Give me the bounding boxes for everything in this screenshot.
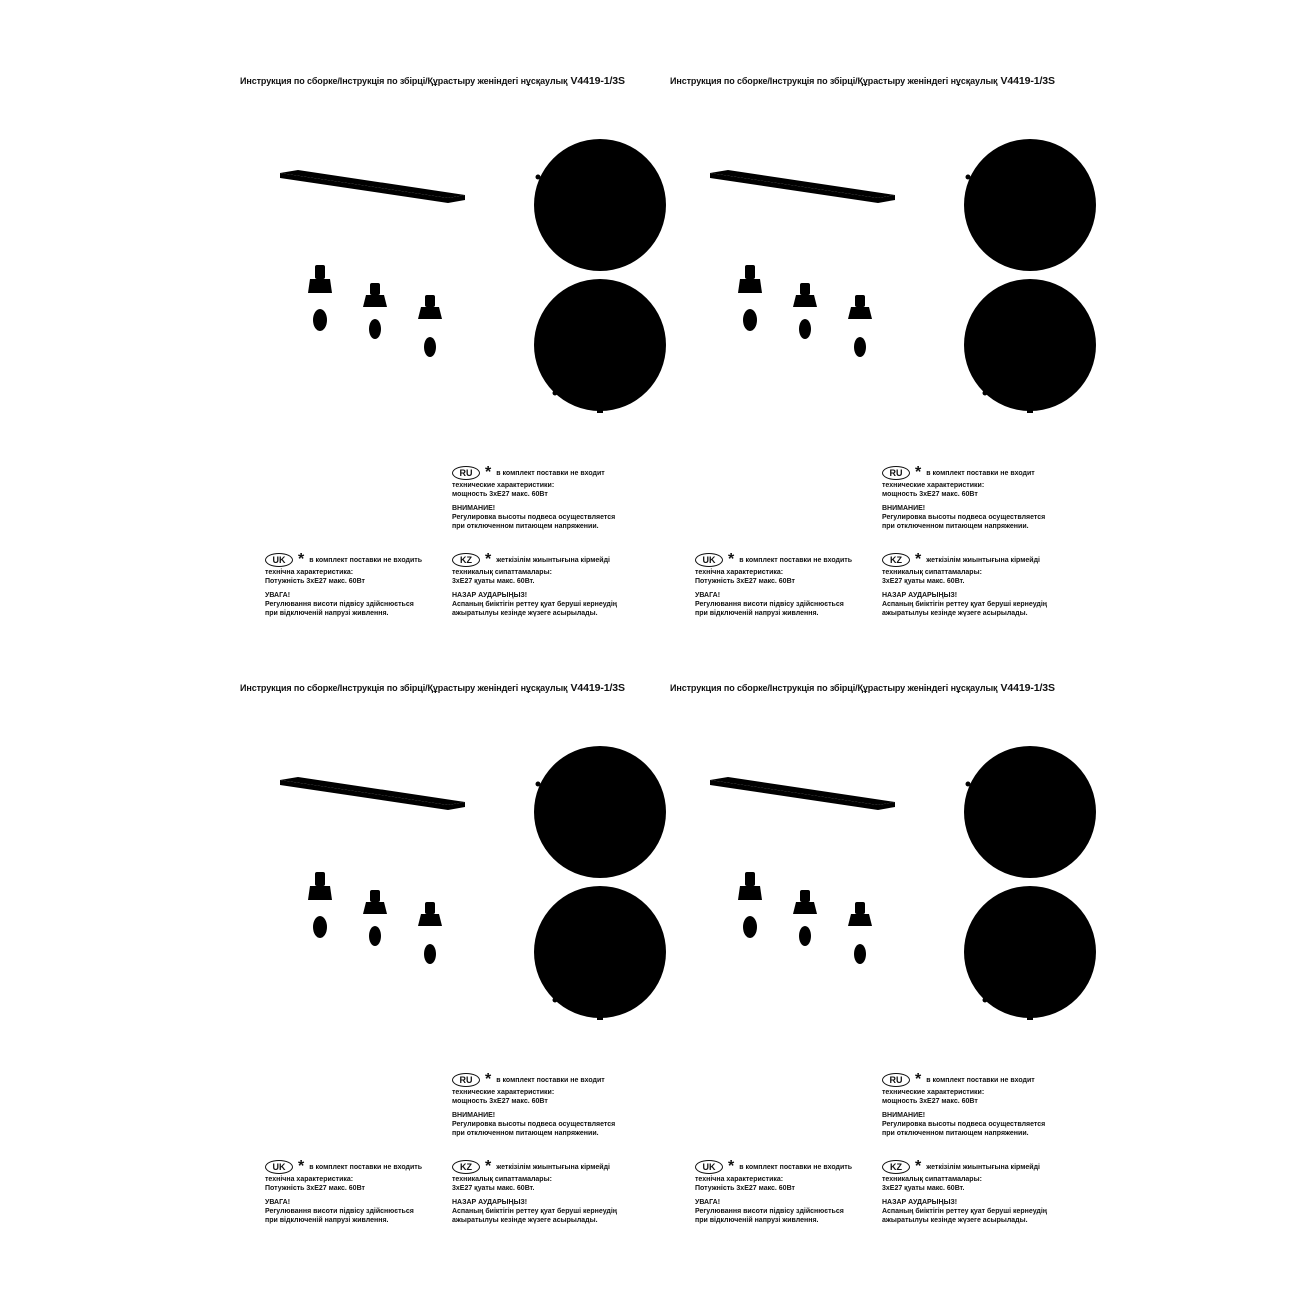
model-number: V4419-1/3S: [570, 682, 625, 694]
star-mark: *: [728, 551, 735, 568]
kz-spec-label: техникалық сипаттамалары:: [882, 569, 982, 576]
uk-badge: UK: [265, 1160, 293, 1174]
panel-title: [670, 682, 1100, 694]
panel-title: [240, 75, 670, 87]
uk-warning-line-1: Регулювання висоти підвісу здійснюється: [265, 1208, 414, 1215]
pendant-lamp-right: [404, 902, 456, 994]
star-mark: *: [915, 1071, 922, 1088]
kz-badge: KZ: [882, 553, 910, 567]
ru-section: [452, 1072, 642, 1138]
uk-warning-line-2: при відключеній напрузі живлення.: [265, 610, 389, 617]
kz-note: жеткізілім жиынтығына кірмейді: [926, 1163, 1040, 1171]
pendant-lamp-left: [288, 872, 352, 974]
pendant-lamp-left: [288, 265, 352, 367]
title-text: Инструкция по сборке/Інструкція по збірці/Құрастыру женіндегі нұсқаулық: [240, 683, 568, 693]
ceiling-bar: [280, 170, 465, 203]
kz-section: [452, 552, 642, 618]
pendant-lamp-left: [718, 872, 782, 974]
kz-spec-label: техникалық сипаттамалары:: [452, 569, 552, 576]
star-mark: *: [602, 233, 609, 250]
pendant-lamp-middle: [774, 890, 836, 980]
ru-warning-line-1: Регулировка высоты подвеса осуществляется: [452, 1121, 616, 1128]
uk-warning-line-1: Регулювання висоти підвісу здійснюється: [695, 601, 844, 608]
mounting-bracket-detail: [534, 139, 666, 271]
star-mark: *: [485, 1158, 492, 1175]
uk-warning-line-1: Регулювання висоти підвісу здійснюється: [695, 1208, 844, 1215]
ceiling-bar: [710, 170, 895, 203]
ru-section: [882, 1072, 1072, 1138]
instruction-panel: [670, 75, 1100, 675]
star-mark: *: [915, 464, 922, 481]
model-number: V4419-1/3S: [1000, 682, 1055, 694]
star-mark: *: [915, 1158, 922, 1175]
ru-spec-value: мощность 3xE27 макс. 60Вт: [882, 1098, 978, 1105]
uk-spec-label: технічна характеристика:: [265, 569, 354, 576]
kz-spec-label: техникалық сипаттамалары:: [452, 1176, 552, 1183]
star-mark: *: [572, 832, 579, 849]
pendant-lamp-right: [834, 902, 886, 994]
mounting-bracket-detail: [964, 746, 1096, 878]
ru-spec-value: мощность 3xE27 макс. 60Вт: [882, 491, 978, 498]
uk-section: [265, 1159, 455, 1225]
uk-badge: UK: [265, 553, 293, 567]
kz-badge: KZ: [452, 1160, 480, 1174]
kz-warning-line-1: Аспаның биіктігін реттеу қуат беруші кернеудің: [882, 601, 1048, 608]
uk-spec-value: Потужність 3xE27 макс. 60Вт: [265, 578, 365, 585]
lamp-assembly-illustration: [270, 125, 670, 465]
star-mark: *: [1032, 840, 1039, 857]
ru-badge: RU: [452, 1073, 480, 1087]
uk-spec-value: Потужність 3xE27 макс. 60Вт: [265, 1185, 365, 1192]
ru-section: [452, 465, 642, 531]
kz-warning-label: НАЗАР АУДАРЫҢЫЗ!: [882, 592, 958, 599]
kz-badge: KZ: [882, 1160, 910, 1174]
instruction-panel: [240, 682, 670, 1282]
star-mark: *: [485, 464, 492, 481]
ru-spec-value: мощность 3xE27 макс. 60Вт: [452, 491, 548, 498]
ceiling-bar: [280, 777, 465, 810]
uk-warning-label: УВАГА!: [695, 1199, 721, 1206]
kz-warning-line-1: Аспаның биіктігін реттеу қуат беруші кернеудің: [882, 1208, 1048, 1215]
star-mark: *: [1032, 233, 1039, 250]
kz-spec-value: 3xE27 қуаты макс. 60Вт.: [452, 578, 535, 585]
uk-warning-line-2: при відключеній напрузі живлення.: [265, 1217, 389, 1224]
uk-warning-line-1: Регулювання висоти підвісу здійснюється: [265, 601, 414, 608]
lamp-assembly-illustration: [270, 732, 670, 1072]
uk-spec-label: технічна характеристика:: [695, 1176, 784, 1183]
ru-warning-label: ВНИМАНИЕ!: [452, 505, 496, 512]
ru-warning-label: ВНИМАНИЕ!: [452, 1112, 496, 1119]
canopy-wiring-detail: [964, 279, 1096, 413]
uk-warning-label: УВАГА!: [265, 1199, 291, 1206]
uk-spec-value: Потужність 3xE27 макс. 60Вт: [695, 578, 795, 585]
uk-note: в комплект поставки не входить: [739, 1163, 853, 1171]
kz-spec-label: техникалық сипаттамалары:: [882, 1176, 982, 1183]
kz-warning-label: НАЗАР АУДАРЫҢЫЗ!: [452, 592, 528, 599]
panel-title: [240, 682, 670, 694]
uk-spec-label: технічна характеристика:: [695, 569, 784, 576]
ru-warning-line-2: при отключенном питающем напряжении.: [882, 523, 1029, 530]
kz-warning-line-1: Аспаның биіктігін реттеу қуат беруші кернеудің: [452, 601, 618, 608]
instruction-panel: [240, 75, 670, 675]
ru-spec-value: мощность 3xE27 макс. 60Вт: [452, 1098, 548, 1105]
uk-warning-label: УВАГА!: [265, 592, 291, 599]
star-mark: *: [298, 1158, 305, 1175]
uk-spec-value: Потужність 3xE27 макс. 60Вт: [695, 1185, 795, 1192]
kz-spec-value: 3xE27 қуаты макс. 60Вт.: [452, 1185, 535, 1192]
kz-warning-line-2: ажыратылуы кезінде жүзеге асырылады.: [882, 610, 1028, 617]
ru-badge: RU: [882, 1073, 910, 1087]
ru-badge: RU: [452, 466, 480, 480]
uk-badge: UK: [695, 1160, 723, 1174]
ru-note: в комплект поставки не входит: [926, 1076, 1035, 1084]
title-text: Инструкция по сборке/Інструкція по збірці/Құрастыру женіндегі нұсқаулық: [670, 683, 998, 693]
ru-spec-label: технические характеристики:: [882, 482, 985, 489]
panel-title: [670, 75, 1100, 87]
ru-spec-label: технические характеристики:: [452, 482, 555, 489]
ru-warning-line-1: Регулировка высоты подвеса осуществляется: [452, 514, 616, 521]
model-number: V4419-1/3S: [1000, 75, 1055, 87]
kz-note: жеткізілім жиынтығына кірмейді: [496, 556, 610, 564]
ru-warning-label: ВНИМАНИЕ!: [882, 1112, 926, 1119]
pendant-lamp-middle: [344, 283, 406, 373]
lamp-assembly-illustration: [700, 732, 1100, 1072]
kz-spec-value: 3xE27 қуаты макс. 60Вт.: [882, 578, 965, 585]
kz-warning-line-1: Аспаның биіктігін реттеу қуат беруші кернеудің: [452, 1208, 618, 1215]
star-mark: *: [572, 225, 579, 242]
kz-section: [882, 552, 1072, 618]
pendant-lamp-right: [404, 295, 456, 387]
ru-warning-line-2: при отключенном питающем напряжении.: [882, 1130, 1029, 1137]
kz-section: [882, 1159, 1072, 1225]
pendant-lamp-right: [834, 295, 886, 387]
kz-section: [452, 1159, 642, 1225]
star-mark: *: [602, 840, 609, 857]
ru-warning-line-2: при отключенном питающем напряжении.: [452, 1130, 599, 1137]
uk-section: [695, 1159, 885, 1225]
kz-warning-line-2: ажыратылуы кезінде жүзеге асырылады.: [452, 1217, 598, 1224]
instruction-panel: [670, 682, 1100, 1282]
uk-warning-label: УВАГА!: [695, 592, 721, 599]
star-mark: *: [485, 1071, 492, 1088]
uk-note: в комплект поставки не входить: [739, 556, 853, 564]
canopy-wiring-detail: [534, 279, 666, 413]
ru-note: в комплект поставки не входит: [496, 1076, 605, 1084]
ru-note: в комплект поставки не входит: [496, 469, 605, 477]
ru-warning-line-2: при отключенном питающем напряжении.: [452, 523, 599, 530]
ru-badge: RU: [882, 466, 910, 480]
star-mark: *: [298, 551, 305, 568]
canopy-wiring-detail: [964, 886, 1096, 1020]
star-mark: *: [728, 1158, 735, 1175]
star-mark: *: [1002, 832, 1009, 849]
pendant-lamp-middle: [344, 890, 406, 980]
kz-warning-label: НАЗАР АУДАРЫҢЫЗ!: [882, 1199, 958, 1206]
ru-warning-line-1: Регулировка высоты подвеса осуществляется: [882, 1121, 1046, 1128]
uk-warning-line-2: при відключеній напрузі живлення.: [695, 1217, 819, 1224]
kz-badge: KZ: [452, 553, 480, 567]
ru-note: в комплект поставки не входит: [926, 469, 1035, 477]
ru-spec-label: технические характеристики:: [882, 1089, 985, 1096]
star-mark: *: [1002, 225, 1009, 242]
uk-note: в комплект поставки не входить: [309, 1163, 423, 1171]
star-mark: *: [915, 551, 922, 568]
title-text: Инструкция по сборке/Інструкція по збірці/Құрастыру женіндегі нұсқаулық: [670, 76, 998, 86]
pendant-lamp-left: [718, 265, 782, 367]
kz-warning-line-2: ажыратылуы кезінде жүзеге асырылады.: [452, 610, 598, 617]
ru-section: [882, 465, 1072, 531]
ru-warning-label: ВНИМАНИЕ!: [882, 505, 926, 512]
ceiling-bar: [710, 777, 895, 810]
kz-note: жеткізілім жиынтығына кірмейді: [926, 556, 1040, 564]
canopy-wiring-detail: [534, 886, 666, 1020]
kz-note: жеткізілім жиынтығына кірмейді: [496, 1163, 610, 1171]
kz-warning-line-2: ажыратылуы кезінде жүзеге асырылады.: [882, 1217, 1028, 1224]
uk-section: [265, 552, 455, 618]
ru-warning-line-1: Регулировка высоты подвеса осуществляется: [882, 514, 1046, 521]
mounting-bracket-detail: [964, 139, 1096, 271]
uk-badge: UK: [695, 553, 723, 567]
uk-spec-label: технічна характеристика:: [265, 1176, 354, 1183]
uk-warning-line-2: при відключеній напрузі живлення.: [695, 610, 819, 617]
star-mark: *: [485, 551, 492, 568]
lamp-assembly-illustration: [700, 125, 1100, 465]
ru-spec-label: технические характеристики:: [452, 1089, 555, 1096]
kz-spec-value: 3xE27 қуаты макс. 60Вт.: [882, 1185, 965, 1192]
mounting-bracket-detail: [534, 746, 666, 878]
uk-section: [695, 552, 885, 618]
kz-warning-label: НАЗАР АУДАРЫҢЫЗ!: [452, 1199, 528, 1206]
model-number: V4419-1/3S: [570, 75, 625, 87]
uk-note: в комплект поставки не входить: [309, 556, 423, 564]
pendant-lamp-middle: [774, 283, 836, 373]
title-text: Инструкция по сборке/Інструкція по збірці/Құрастыру женіндегі нұсқаулық: [240, 76, 568, 86]
